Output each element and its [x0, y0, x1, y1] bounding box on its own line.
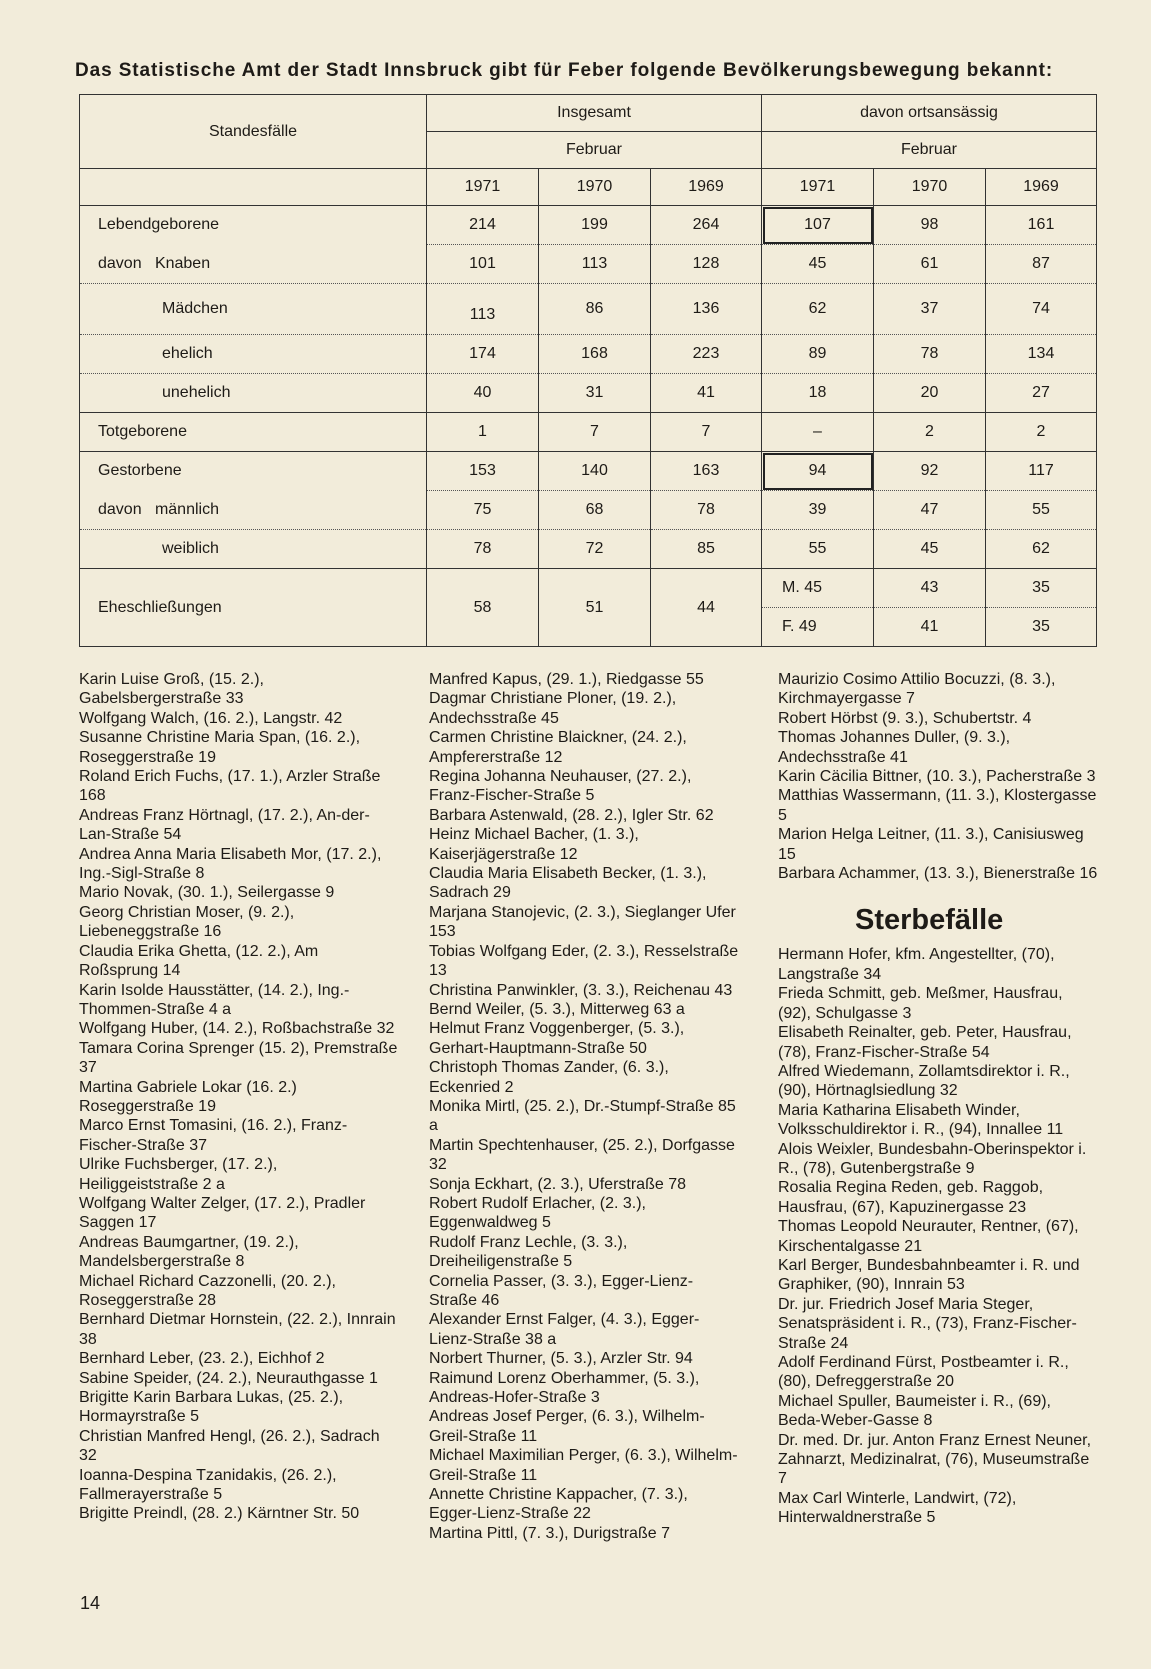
list-item: Elisabeth Reinalter, geb. Peter, Hausfrau, (78), Franz-Fischer-Straße 54	[778, 1024, 1072, 1061]
table-row	[80, 530, 1097, 569]
list-item: Christina Panwinkler, (3. 3.), Reichenau 43	[429, 981, 733, 999]
row-label: Mädchen	[80, 284, 427, 335]
list-item: Bernd Weiler, (5. 3.), Mitterweg 63 a	[429, 1000, 685, 1018]
row-label	[80, 245, 427, 284]
table-row	[80, 569, 1097, 608]
table-cell: 78	[651, 491, 762, 530]
group-local-header: davon ortsansässig	[762, 95, 1097, 132]
table-row	[80, 491, 1097, 530]
table-cell: 68	[539, 491, 651, 530]
list-item: Barbara Achammer, (13. 3.), Bienerstraße 16	[778, 865, 1098, 883]
table-cell: 45	[762, 245, 874, 284]
list-item: Dr. med. Dr. jur. Anton Franz Ernest Neuner, Zahnarzt, Medizinalrat, (76), Museumstraße 7	[778, 1431, 1092, 1488]
list-item: Sabine Speider, (24. 2.), Neurauthgasse 1	[79, 1369, 378, 1387]
table-cell: F. 49	[762, 608, 874, 647]
table-cell: 31	[539, 374, 651, 413]
table-cell: 168	[539, 335, 651, 374]
table-cell: 44	[651, 569, 762, 647]
list-item: Roland Erich Fuchs, (17. 1.), Arzler Straße 168	[79, 768, 381, 805]
list-item: Annette Christine Kappacher, (7. 3.), Egger-Lienz-Straße 22	[429, 1486, 688, 1523]
list-item: Barbara Astenwald, (28. 2.), Igler Str. 62	[429, 806, 714, 824]
deaths-title: Sterbefälle	[855, 904, 1004, 937]
list-item: Michael Richard Cazzonelli, (20. 2.), Roseggerstraße 28	[79, 1272, 336, 1309]
table-cell: 223	[651, 335, 762, 374]
table-cell: 7	[651, 413, 762, 452]
headline: Das Statistische Amt der Stadt Innsbruck gibt für Feber folgende Bevölkerungsbewegung bekannt:	[75, 60, 1054, 81]
statistics-table	[79, 94, 1097, 647]
table-cell: 98	[874, 206, 986, 245]
table-cell: 113	[539, 245, 651, 284]
table-cell: 2	[874, 413, 986, 452]
month-header-local: Februar	[762, 132, 1097, 169]
list-item: Ulrike Fuchsberger, (17. 2.), Heiliggeiststraße 2 a	[79, 1156, 278, 1193]
births-column-1	[79, 670, 399, 1524]
list-item: Susanne Christine Maria Span, (16. 2.), Roseggerstraße 19	[79, 729, 361, 766]
row-sublabel: männlich	[154, 500, 219, 518]
list-item: Rosalia Regina Reden, geb. Raggob, Hausfrau, (67), Kapuzinergasse 23	[778, 1179, 1044, 1216]
list-item: Alexander Ernst Falger, (4. 3.), Egger-Lienz-Straße 38 a	[429, 1311, 700, 1348]
list-item: Michael Spuller, Baumeister i. R., (69), Beda-Weber-Gasse 8	[778, 1392, 1051, 1430]
year-header: 1970	[539, 169, 651, 206]
list-item: Andreas Baumgartner, (19. 2.), Mandelsbergerstraße 8	[79, 1233, 299, 1271]
list-item: Tobias Wolfgang Eder, (2. 3.), Resselstraße 13	[429, 942, 739, 980]
list-item: Christian Manfred Hengl, (26. 2.), Sadrach 32	[79, 1427, 380, 1465]
list-item: Martina Pittl, (7. 3.), Durigstraße 7	[429, 1524, 670, 1542]
list-item: Cornelia Passer, (3. 3.), Egger-Lienz-Straße 46	[429, 1272, 694, 1309]
table-row	[80, 245, 1097, 284]
list-item: Martina Gabriele Lokar (16. 2.) Roseggerstraße 19	[79, 1078, 297, 1115]
births-column-3-list	[778, 670, 1098, 883]
year-header: 1969	[986, 169, 1097, 206]
table-cell: 92	[874, 452, 986, 491]
list-item: Monika Mirtl, (25. 2.), Dr.-Stumpf-Straße 85 a	[429, 1097, 736, 1135]
row-prefix: davon	[98, 500, 142, 518]
table-cell: 47	[874, 491, 986, 530]
table-cell: 153	[427, 452, 539, 491]
table-cell: 41	[874, 608, 986, 647]
list-item: Georg Christian Moser, (9. 2.), Liebeneggstraße 16	[79, 903, 295, 941]
list-item: Alois Weixler, Bundesbahn-Oberinspektor i. R., (78), Gutenbergstraße 9	[778, 1140, 1087, 1177]
list-item: Max Carl Winterle, Landwirt, (72), Hinterwaldnerstraße 5	[778, 1489, 1017, 1527]
table-cell: M. 45	[762, 569, 874, 608]
year-header: 1970	[874, 169, 986, 206]
row-label: Eheschließungen	[80, 569, 427, 647]
table-row	[80, 206, 1097, 245]
list-item: Brigitte Karin Barbara Lukas, (25. 2.), Hormayrstraße 5	[79, 1389, 344, 1426]
table-row	[80, 374, 1097, 413]
table-row	[80, 413, 1097, 452]
list-item: Frieda Schmitt, geb. Meßmer, Hausfrau, (92), Schulgasse 3	[778, 985, 1063, 1022]
table-cell: 40	[427, 374, 539, 413]
list-item: Claudia Maria Elisabeth Becker, (1. 3.), Sadrach 29	[429, 865, 707, 902]
table-cell: 27	[986, 374, 1097, 413]
list-item: Adolf Ferdinand Fürst, Postbeamter i. R., (80), Defreggerstraße 20	[778, 1354, 1069, 1391]
list-item: Maria Katharina Elisabeth Winder, Volksschuldirektor i. R., (94), Innallee 11	[778, 1101, 1064, 1139]
list-item: Alfred Wiedemann, Zollamtsdirektor i. R., (90), Hörtnaglsiedlung 32	[778, 1062, 1070, 1100]
list-item: Hermann Hofer, kfm. Angestellter, (70), Langstraße 34	[778, 946, 1055, 983]
year-header: 1969	[651, 169, 762, 206]
row-sublabel: Knaben	[154, 254, 211, 272]
list-item: Marco Ernst Tomasini, (16. 2.), Franz-Fischer-Straße 37	[79, 1117, 348, 1154]
list-item: Andreas Josef Perger, (6. 3.), Wilhelm-Greil-Straße 11	[429, 1408, 705, 1445]
table-cell: 136	[651, 284, 762, 335]
table-row	[80, 284, 1097, 335]
table-cell: 7	[539, 413, 651, 452]
list-item: Rudolf Franz Lechle, (3. 3.), Dreiheiligenstraße 5	[429, 1233, 628, 1271]
table-cell: 2	[986, 413, 1097, 452]
table-cell: 61	[874, 245, 986, 284]
table-cell: 78	[427, 530, 539, 569]
group-total-header: Insgesamt	[427, 95, 762, 132]
row-label: Totgeborene	[80, 413, 427, 452]
table-cell: 134	[986, 335, 1097, 374]
row-label: Gestorbene	[80, 452, 427, 491]
list-item: Karin Isolde Hausstätter, (14. 2.), Ing.-Thommen-Straße 4 a	[79, 981, 350, 1018]
list-item: Regina Johanna Neuhauser, (27. 2.), Franz-Fischer-Straße 5	[429, 768, 692, 805]
table-cell: 85	[651, 530, 762, 569]
list-item: Marjana Stanojevic, (2. 3.), Sieglanger Ufer 153	[429, 903, 736, 941]
page-number: 14	[80, 1593, 101, 1613]
table-cell: 55	[762, 530, 874, 569]
table-cell: 78	[874, 335, 986, 374]
table-cell: 117	[986, 452, 1097, 491]
list-item: Michael Maximilian Perger, (6. 3.), Wilhelm-Greil-Straße 11	[429, 1447, 738, 1484]
list-item: Robert Rudolf Erlacher, (2. 3.), Eggenwaldweg 5	[429, 1194, 646, 1232]
table-cell: –	[762, 413, 874, 452]
row-label: ehelich	[80, 335, 427, 374]
table-cell: 113	[427, 284, 539, 335]
table-cell: 74	[986, 284, 1097, 335]
row-label	[80, 491, 427, 530]
list-item: Norbert Thurner, (5. 3.), Arzler Str. 94	[429, 1350, 693, 1368]
list-item: Bernhard Leber, (23. 2.), Eichhof 2	[79, 1350, 325, 1368]
list-item: Maurizio Cosimo Attilio Bocuzzi, (8. 3.), Kirchmayergasse 7	[778, 671, 1056, 708]
list-item: Helmut Franz Voggenberger, (5. 3.), Gerhart-Hauptmann-Straße 50	[429, 1020, 685, 1057]
year-header-spacer	[80, 169, 427, 206]
list-item: Andreas Franz Hörtnagl, (17. 2.), An-der-Lan-Straße 54	[79, 806, 370, 844]
row-label: unehelich	[80, 374, 427, 413]
table-cell: 89	[762, 335, 874, 374]
table-cell: 161	[986, 206, 1097, 245]
table-cell: 45	[874, 530, 986, 569]
list-item: Thomas Johannes Duller, (9. 3.), Andechsstraße 41	[778, 729, 1011, 766]
table-cell: 55	[986, 491, 1097, 530]
births-column-3	[778, 670, 1098, 1528]
list-item: Wolfgang Huber, (14. 2.), Roßbachstraße 32	[79, 1020, 395, 1038]
table-cell: 107	[762, 206, 874, 245]
list-item: Brigitte Preindl, (28. 2.) Kärntner Str. 50	[79, 1505, 360, 1523]
table-row	[80, 452, 1097, 491]
year-header: 1971	[427, 169, 539, 206]
list-item: Bernhard Dietmar Hornstein, (22. 2.), Innrain 38	[79, 1311, 396, 1348]
list-item: Raimund Lorenz Oberhammer, (5. 3.), Andreas-Hofer-Straße 3	[429, 1369, 700, 1407]
list-item: Christoph Thomas Zander, (6. 3.), Eckenried 2	[429, 1059, 669, 1096]
table-cell: 41	[651, 374, 762, 413]
table-cell: 35	[986, 608, 1097, 647]
row-prefix: davon	[98, 254, 142, 272]
table-cell: 86	[539, 284, 651, 335]
list-item: Heinz Michael Bacher, (1. 3.), Kaiserjägerstraße 12	[429, 826, 639, 863]
table-cell: 20	[874, 374, 986, 413]
table-cell: 174	[427, 335, 539, 374]
list-item: Karin Luise Groß, (15. 2.), Gabelsbergerstraße 33	[79, 671, 264, 708]
table-cell: 62	[762, 284, 874, 335]
list-item: Wolfgang Walter Zelger, (17. 2.), Pradler Saggen 17	[79, 1194, 366, 1232]
births-column-2	[429, 670, 739, 1543]
list-item: Andrea Anna Maria Elisabeth Mor, (17. 2.), Ing.-Sigl-Straße 8	[79, 845, 382, 883]
table-cell: 75	[427, 491, 539, 530]
table-cell: 87	[986, 245, 1097, 284]
table-cell: 51	[539, 569, 651, 647]
table-cell: 35	[986, 569, 1097, 608]
table-cell: 72	[539, 530, 651, 569]
table-cell: 43	[874, 569, 986, 608]
row-header: Standesfälle	[80, 95, 427, 169]
list-item: Ioanna-Despina Tzanidakis, (26. 2.), Fallmerayerstraße 5	[79, 1466, 337, 1504]
table-cell: 163	[651, 452, 762, 491]
table-cell: 39	[762, 491, 874, 530]
list-item: Karin Cäcilia Bittner, (10. 3.), Pacherstraße 3	[778, 768, 1096, 786]
month-header-total: Februar	[427, 132, 762, 169]
table-cell: 128	[651, 245, 762, 284]
list-item: Mario Novak, (30. 1.), Seilergasse 9	[79, 884, 335, 902]
table-cell: 94	[762, 452, 874, 491]
list-item: Wolfgang Walch, (16. 2.), Langstr. 42	[79, 709, 343, 727]
list-item: Karl Berger, Bundesbahnbeamter i. R. und Graphiker, (90), Innrain 53	[778, 1256, 1080, 1294]
list-item: Matthias Wassermann, (11. 3.), Klostergasse 5	[778, 787, 1097, 824]
list-item: Carmen Christine Blaickner, (24. 2.), Ampfererstraße 12	[429, 729, 687, 766]
table-cell: 101	[427, 245, 539, 284]
row-label: weiblich	[80, 530, 427, 569]
list-item: Sonja Eckhart, (2. 3.), Uferstraße 78	[429, 1175, 686, 1193]
table-row	[80, 335, 1097, 374]
list-item: Dr. jur. Friedrich Josef Maria Steger, Senatspräsident i. R., (73), Franz-Fischer-Straße 24	[778, 1295, 1077, 1352]
table-cell: 62	[986, 530, 1097, 569]
table-cell: 1	[427, 413, 539, 452]
year-header: 1971	[762, 169, 874, 206]
list-item: Martin Spechtenhauser, (25. 2.), Dorfgasse 32	[429, 1136, 735, 1174]
list-item: Tamara Corina Sprenger (15. 2), Premstraße 37	[79, 1039, 398, 1077]
deaths-list	[778, 945, 1098, 1527]
list-item: Manfred Kapus, (29. 1.), Riedgasse 55	[429, 671, 704, 688]
list-item: Robert Hörbst (9. 3.), Schubertstr. 4	[778, 709, 1032, 727]
table-cell: 37	[874, 284, 986, 335]
list-item: Marion Helga Leitner, (11. 3.), Canisiusweg 15	[778, 826, 1084, 863]
table-cell: 140	[539, 452, 651, 491]
list-item: Dagmar Christiane Ploner, (19. 2.), Andechsstraße 45	[429, 690, 677, 727]
list-item: Claudia Erika Ghetta, (12. 2.), Am Roßsprung 14	[79, 942, 319, 980]
table-cell: 199	[539, 206, 651, 245]
table-cell: 18	[762, 374, 874, 413]
table-cell: 264	[651, 206, 762, 245]
table-cell: 58	[427, 569, 539, 647]
list-item: Thomas Leopold Neurauter, Rentner, (67), Kirschentalgasse 21	[778, 1218, 1079, 1255]
table-cell: 214	[427, 206, 539, 245]
row-label: Lebendgeborene	[80, 206, 427, 245]
